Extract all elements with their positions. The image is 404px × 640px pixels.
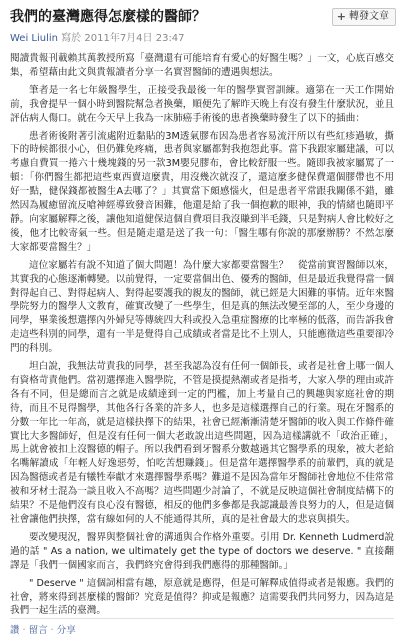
note-header: [10, 8, 396, 44]
share-note-label: 轉發文章: [349, 11, 389, 22]
separator: ·: [22, 625, 26, 636]
paragraph: 筆者是一名七年級醫學生，正接受我最後一年的醫學實習訓練。適第在一天工作開始前，我會提早一個小時到醫院幫急者換藥，順便先了解昨天晚上有沒有發生什麼狀況，並且評估病人傷口。就在今天早上我為一床肺癌手術後的患者換藥時發生了以下的插曲：: [10, 84, 394, 124]
comment-link[interactable]: 留言: [28, 625, 48, 636]
separator: ·: [50, 625, 54, 636]
plus-icon: +: [336, 10, 346, 23]
share-link[interactable]: 分享: [56, 625, 76, 636]
note-meta: [10, 29, 396, 44]
paragraph: 這位家屬若有說不知道了個大問題！為什麼大家都要當醫生？ 從當前實習醫師以來，其實我的心態逐漸轉變。以前覺得，一定要當個出色、優秀的醫師，但是最近我覺得當一個對得起自己、對得起病人、對得起要護我的親友的醫師，就已經是大困難的事情。近年來醫學院努力的醫學人文教育，確實改變了一些學生，但是真的無法改變至部的人，至少身邊的同學，畢業後想選擇內外婦兒等傳統四大科或投入急重症醫療的比率極的低落，而告訴我會走這些科別的同學，還有一半是覺得自己成績或者當是比不上別人，只能應徵這些重要卻冷門的科別。: [10, 259, 394, 355]
paragraph: 坦白說，我無法苛責我的同學，甚至我認為沒有任何一個師長，或者是社會上哪一個人有資格苛責他們。當初選擇進入醫學院，不管是摸提熱潮或者是指考，大家入學的理由或許各有不同，但是總而言之就是成績達到一定的門檻，加上考量自己的興趣與家庭社會的期待，而且不見得醫學，其他各行各業的許多人，也多是這樣選擇自己的行業。現在牙醫系的分數一年比一年高，就是這樣抉擇下的結果，社會已經漸漸清楚牙醫師的收入與工作條件確實比大多醫師好，但是沒有任何一個大老敢說出這些問題，因為這樣講就不「政治正確」，馬上就會被扣上沒醫德的帽子。所以我們看到牙醫系分數越過其它醫學系的現象，被大老給名嘴解讀成「年輕人好逸惡勞，怕吃苦想賺錢」。但是當年選擇醫學系的前輩們，真的就是因為醫德或者是有犧牲奉獻才來選擇醫學系嗎？難道不是因為當年牙醫師社會地位不佳常常被和牙材士混為一談且收入不高嗎？這些問題少討論了，不就是反映這個社會制度結構下的結果？不是他們沒有良心沒有醫德，相反的他們多參都是我認識最善良努力的人，但是這個社會讓他們抉擇，當有線如何的人不能通得其所，真的是社會最大的悲哀與損失。: [10, 361, 394, 525]
paragraph: 要改變現況，醫界與整個社會的溝通與合作格外重要。引用 Dr. Kenneth Ludmerd說過的話 " As a nation, we ultimately get the type of doctors we deserve. " 直接翻譯是「我們一個國家而言，我們終究會得到我們應得的那種醫師。」: [10, 531, 394, 571]
share-note-button[interactable]: [332, 8, 396, 26]
note-title: 我們的臺灣應得怎麼樣的醫師？: [10, 9, 206, 25]
note-body: [10, 52, 394, 618]
like-link[interactable]: 讚: [10, 625, 20, 636]
note-actions: [10, 618, 394, 636]
note-date: 寫於 2011年7月4日 23:47: [61, 33, 185, 44]
paragraph: 閱讀貴報刊載賴其萬教授所寫「臺灣還有可能培育有愛心的好醫生嗎？」一文，心底百感交集，希望藉由此文與貴報讀者分享一名實習醫師的遭遇與想法。: [10, 53, 394, 78]
author-link[interactable]: Wei Liulin: [10, 33, 58, 44]
paragraph: " Deserve " 這個詞相當有趣，原意就是應得，但是可解釋成值得或者是報應。我們的社會，將來得到甚麼樣的醫師？究竟是值得？抑或是報應？這需要我們共同努力，因為這是我們一起生活的臺灣。: [10, 577, 394, 617]
paragraph: 患者術後附著引流處附近黏貼的3M透氣膠布因為患者容易流汗所以有些紅疹過敏，撕下的時候都很小心，但仍難免疼痛，患者與家屬都對我抱怨此事。當下我跟家屬建議，可以考慮自費買一捲六十幾塊錢的另一款3M嬰兒膠布，會比較舒服一些。隨即我被家屬罵了一頓：「你們醫生都把這些東西賣這麼貴，用沒幾次就沒了，還這麼多健保費還個膠帶也不用好一點，健保錢都被醫生A去哪了？」其實當下頗感惱火，但是患者平常跟我關係不錯，雖然因為履癒留流反嗆神經導致發音困難，他還是給了我一個抱歉的眼神，我的情緒也隨即平靜。向家屬解釋之後，讓他知道健保這個自費項目我沒賺到半毛錢，只是對病人會比較好之後，他才比較寄氣一些。但是隨走還是送了我一句：「醫生哪有你說的那麼辦勝？不然怎麼大家都要當醫生？」: [10, 130, 394, 253]
